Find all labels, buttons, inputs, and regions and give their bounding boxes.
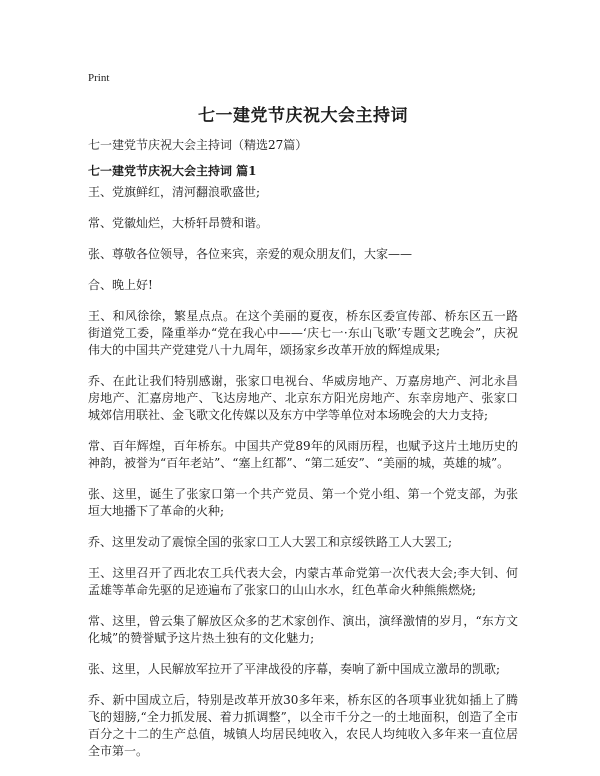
paragraph: 王、和风徐徐，繁星点点。在这个美丽的夏夜，桥东区委宣传部、桥东区五一路街道党工委，隆重举办“党在我心中——‘庆七一·东山飞歌’专题文艺晚会”，庆祝伟大的中国共产党建党八十九周年，颂扬家乡改革开放的辉煌成果;: [88, 309, 518, 357]
paragraph: 乔、这里发动了震惊全国的张家口工人大罢工和京绥铁路工人大罢工;: [88, 535, 453, 549]
paragraph: 张、这里，人民解放军拉开了平津战役的序幕，奏响了新中国成立激昂的凯歌;: [88, 662, 501, 676]
paragraph: 常、这里，曾云集了解放区众多的艺术家创作、演出，演绎激情的岁月，“东方文化城”的赞誉赋予这片热土独有的文化魅力;: [88, 614, 518, 645]
paragraph: 乔、新中国成立后，特别是改革开放30多年来，桥东区的各项事业犹如插上了腾飞的翅膀,“全力抓发展、着力抓调整”，以全市千分之一的土地面积，创造了全市百分之十二的生产总值，城镇人均居民纯收入，农民人均纯收入多年来一直位居全市第一。: [88, 693, 518, 758]
document-subtitle: 七一建党节庆祝大会主持词（精选27篇）: [88, 138, 308, 152]
document-body: [88, 184, 518, 774]
paragraph: 常、百年辉煌，百年桥东。中国共产党89年的风雨历程，也赋予这片土地历史的神韵，被誉为“百年老站”、“塞上红都”、“第二延安”、“美丽的城，英雄的城”。: [88, 439, 518, 470]
paragraph: 张、这里，诞生了张家口第一个共产党员、第一个党小组、第一个党支部，为张垣大地播下了革命的火种;: [88, 487, 518, 518]
paragraph: 张、尊敬各位领导，各位来宾，亲爱的观众朋友们，大家——: [88, 247, 413, 261]
paragraph: 乔、在此让我们特别感谢，张家口电视台、华威房地产、万嘉房地产、河北永昌房地产、汇嘉房地产、飞达房地产、北京东方阳光房地产、东幸房地产、张家口城郊信用联社、金飞歌文化传媒以及东方中学等单位对本场晚会的大力支持;: [88, 374, 518, 422]
page-title: 七一建党节庆祝大会主持词: [198, 106, 408, 126]
paragraph: 王、党旗鲜红，清河翻浪歌盛世;: [88, 185, 261, 199]
paragraph: 常、党徽灿烂，大桥轩昂赞和谐。: [88, 216, 269, 230]
print-link[interactable]: Print: [88, 72, 110, 84]
section-heading: 七一建党节庆祝大会主持词 篇1: [88, 164, 257, 178]
paragraph: 王、这里召开了西北农工兵代表大会，内蒙古革命党第一次代表大会;李大钊、何孟雄等革命先驱的足迹遍布了张家口的山山水水，红色革命火种熊熊燃烧;: [88, 566, 518, 597]
paragraph: 合、晚上好!: [88, 278, 153, 292]
